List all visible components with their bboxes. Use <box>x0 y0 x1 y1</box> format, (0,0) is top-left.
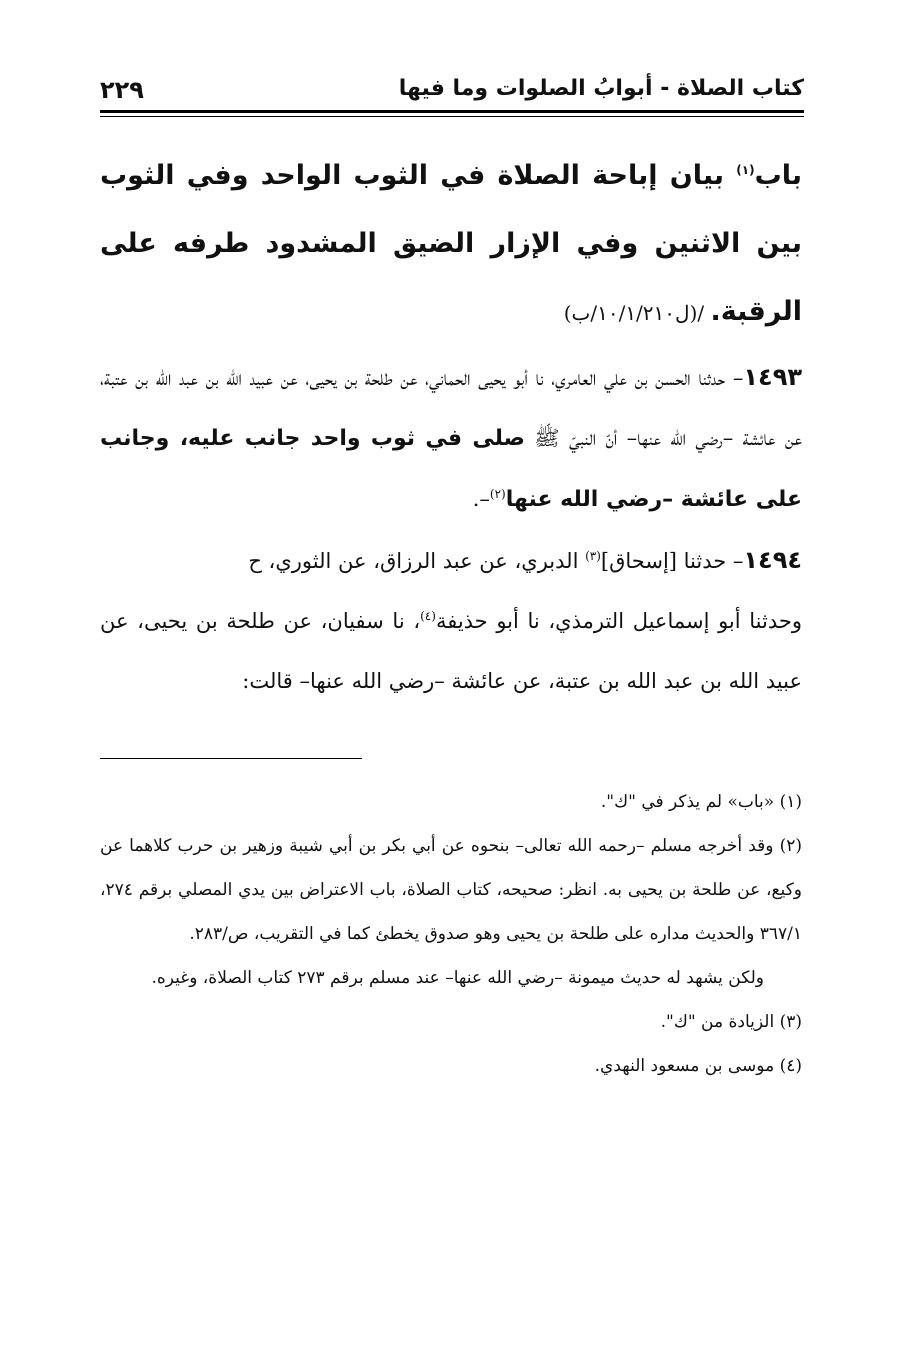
hadith-text: وحدثنا أبو إسماعيل الترمذي، نا أبو حذيفة <box>435 609 802 633</box>
hadith-1494-second-chain <box>100 591 802 711</box>
footnote-marker: (٤) <box>420 609 436 623</box>
header-rule-thick <box>100 110 804 113</box>
running-title: كتاب الصلاة - أبوابُ الصلوات وما فيها <box>398 76 804 101</box>
main-text <box>100 142 802 711</box>
footnote-marker: (٢) <box>489 487 506 501</box>
hadith-text-cont: ، نا سفيان، عن طلحة بن يحيى، عن عبيد الله بن عبد الله بن عتبة، عن عائشة –رضي الله عنها– قالت: <box>100 609 802 693</box>
footnote-4: (٤) موسى بن مسعود النهدي. <box>594 1056 802 1076</box>
hadith-1493 <box>100 347 802 530</box>
hadith-number: ١٤٩٣ <box>743 363 802 391</box>
footnote-separator <box>100 758 362 759</box>
chapter-heading-word: باب <box>754 160 802 191</box>
hadith-text-cont: الدبري، عن عبد الرزاق، عن الثوري، ح <box>248 549 586 573</box>
running-header <box>100 76 804 110</box>
footnote-3: (٣) الزيادة من "ك". <box>660 1012 802 1032</box>
hadith-matn: صلى في ثوب واحد جانب عليه، وجانب على عائشة –رضي الله عنها <box>100 426 802 512</box>
header-rule-thin <box>100 116 804 117</box>
hadith-text-end: –. <box>472 487 490 511</box>
hadith-text: – حدثنا [إسحاق] <box>600 549 744 573</box>
page-number: ٢٢٩ <box>100 76 144 104</box>
chapter-heading <box>100 142 802 347</box>
footnote-2-continuation: ولكن يشهد له حديث ميمونة –رضي الله عنها– عند مسلم برقم ٢٧٣ كتاب الصلاة، وغيره. <box>151 968 764 988</box>
footnote-marker: (١) <box>736 163 755 177</box>
chapter-heading-text: بيان إباحة الصلاة في الثوب الواحد وفي الثوب بين الاثنين وفي الإزار الضيق المشدود طرفه على الرقبة. <box>100 160 802 327</box>
hadith-number: ١٤٩٤ <box>743 546 802 574</box>
hadith-1494 <box>100 530 802 591</box>
footnote-1: (١) «باب» لم يذكر في "ك". <box>600 792 802 812</box>
manuscript-reference: /(ل١٠/١/٢١٠/ب) <box>563 301 711 325</box>
footnote-2: (٢) وقد أخرجه مسلم –رحمه الله تعالى– بنحوه عن أبي بكر بن أبي شيبة وزهير بن حرب كلاهما عن وكيع، عن طلحة بن يحيى به. انظر: صحيحه، كتاب الصلاة، باب الاعتراض بين يدي المصلي برقم ٢٧٤، ٣٦٧/١ والحديث مداره على طلحة بن يحيى وهو صدوق يخطئ كما في التقريب، ص/٢٨٣. <box>100 836 802 944</box>
footnote-marker: (٣) <box>585 549 601 563</box>
hadith-text: – حدثنا الحسن بن علي العامري، نا أبو يحيى الحماني، عن طلحة بن يحيى، عن عبيد الله بن عبد الله بن عتبة، عن عائشة –رضي الله عنها– أنّ النبيّ ﷺ <box>100 366 802 450</box>
footnotes <box>100 780 802 1088</box>
